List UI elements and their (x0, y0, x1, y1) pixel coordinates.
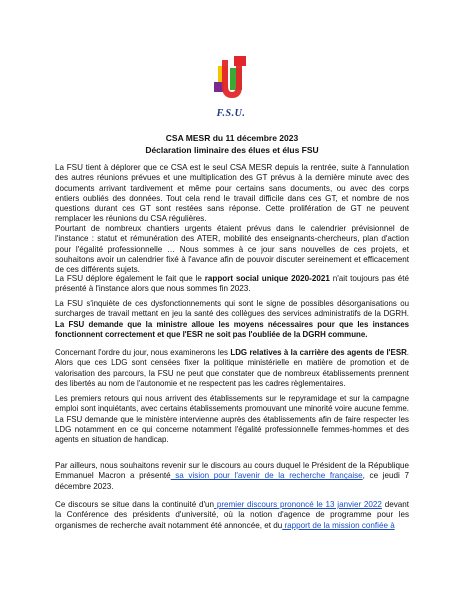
paragraph-8 (55, 500, 409, 531)
paragraph-5 (55, 348, 409, 389)
paragraph-3-bold: rapport social unique 2020-2021 (204, 274, 330, 283)
paragraph-1: La FSU tient à déplorer que ce CSA est le seul CSA MESR depuis la rentrée, suite à l'annulation des autres réunions prévues et une multiplication des GT prévus à la dernière minute avec des documents arrivant tardivement et même pour certains sans documents, ou avec des corps entiers oubliés des données. Tout cela rend le travail difficile dans ces GT, et nombre de nos questions durant ces GT sont restées sans réponse. Cette prolifération de GT ne peuvent remplacer les réunions du CSA régulières. (55, 163, 409, 224)
document-subtitle: Déclaration liminaire des élues et élus FSU (145, 145, 319, 155)
paragraph-4 (55, 299, 409, 340)
paragraph-5-text: Concernant l'ordre du jour, nous examinerons les (55, 348, 231, 357)
paragraph-4-text: La FSU s'inquiète de ces dysfonctionnements qui sont le signe de possibles désorganisations ou surcharges de travail mettant en jeu la santé des collègues des services administratifs de la DGRH. (55, 299, 409, 319)
fsu-logo (204, 52, 256, 108)
paragraph-3 (55, 274, 409, 295)
paragraph-4-bold: La FSU demande que la ministre alloue les moyens nécessaires pour que les instances fonctionnent correctement et que l'ESR ne soit pas l'oubliée de la DGRH commune. (55, 319, 409, 339)
paragraph-2: Pourtant de nombreux chantiers urgents étaient prévus dans le calendrier prévisionnel de l'instance : statut et rémunération des ATER, mobilité des enseignants-chercheurs, plan d'action pour l'égalité professionnelle … Nous sommes à ce jour sans nouvelles de ces projets, et souhaitons avoir un calendrier fixé à l'avance afin de pouvoir discuter sereinement et efficacement de ces différents sujets. (55, 224, 409, 275)
paragraph-5-bold: LDG relatives à la carrière des agents de l'ESR (230, 348, 407, 357)
paragraph-7-text-end: , ce jeudi 7 décembre 2023. (55, 471, 409, 491)
paragraph-6: Les premiers retours qui nous arrivent des établissements sur le repyramidage et sur la campagne emploi sont inquiétants, avec certains établissements promouvant une minorité voire aucune femme. La FSU demande que le ministère intervienne auprès des établissements afin de faire respecter les LDG notamment en ce qui concerne notamment l'égalité professionnelle femmes-hommes et des agents en situation de handicap. (55, 394, 409, 445)
paragraph-3-text-end: n'ait toujours pas été présenté à l'instance alors que nous sommes fin 2023. (55, 274, 409, 294)
logo-text: F.S.U. (216, 108, 246, 119)
document-title: CSA MESR du 11 décembre 2023 (165, 133, 299, 143)
paragraph-8-text-mid: devant la Conférence des présidents d'université, où la notion d'agence de programme pour les organismes de recherche avait notamment été annoncée, et du (55, 500, 409, 530)
paragraph-3-text: La FSU déplore également le fait que le (55, 274, 205, 283)
rapport-mission-link[interactable]: rapport de la mission confiée à (282, 520, 395, 530)
paragraph-8-text: Ce discours se situe dans la continuité d'un (55, 500, 215, 509)
premier-discours-link[interactable]: premier discours prononcé le 13 janvier 2022 (214, 500, 382, 509)
vision-recherche-link[interactable]: sa vision pour l'avenir de la recherche française (170, 471, 363, 481)
paragraph-7 (55, 461, 409, 492)
paragraph-7-text: Par ailleurs, nous souhaitons revenir sur le discours au cours duquel le Président de la République Emmanuel Macron a présenté (55, 461, 409, 481)
paragraph-5-text-end: . Alors que ces LDG sont censées fixer la politique ministérielle en matière de promotion et de valorisation des parcours, la FSU ne peut que constater que de nombreux établissements prennent des libertés au nom de l'autonomie et ne respectent pas les cadres règlementaires. (55, 348, 409, 388)
